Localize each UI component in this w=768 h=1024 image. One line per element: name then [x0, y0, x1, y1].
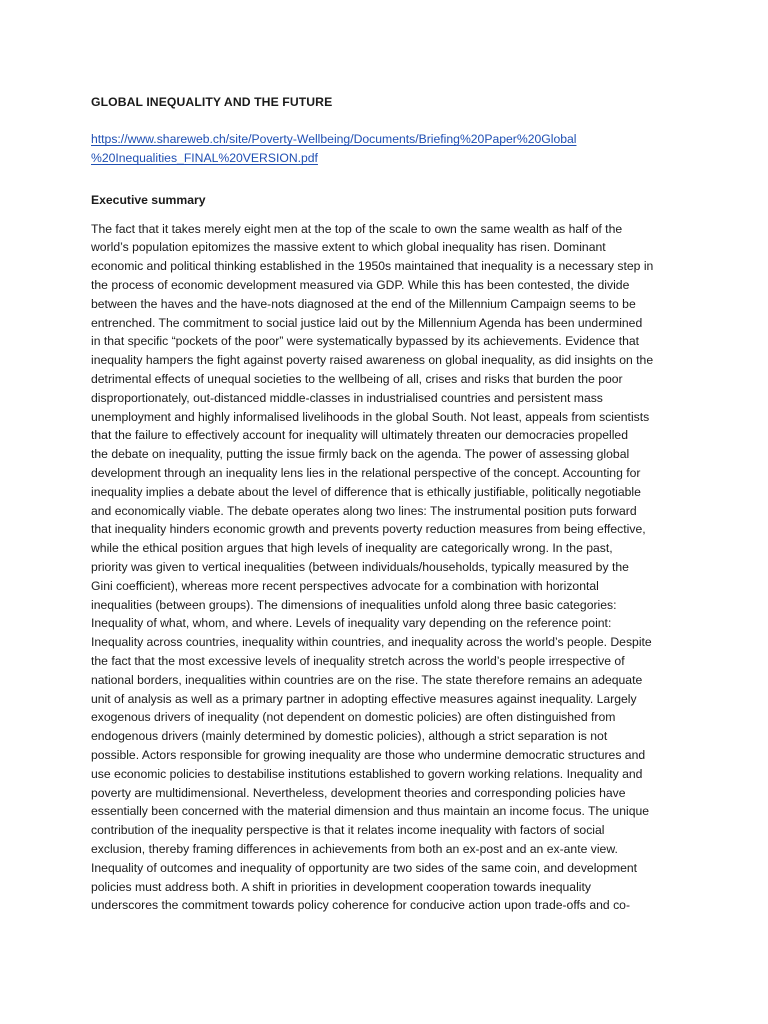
body-text-line: and economically viable. The debate operates along two lines: The instrumental position puts forward	[91, 503, 637, 518]
body-text-line: detrimental effects of unequal societies to the wellbeing of all, crises and risks that burden the poor	[91, 372, 623, 387]
body-text-line: policies must address both. A shift in priorities in development cooperation towards inequality	[91, 879, 591, 894]
body-text-line: contribution of the inequality perspective is that it relates income inequality with factors of social	[91, 823, 605, 838]
section-heading: Executive summary	[91, 192, 206, 207]
body-text-line: inequalities (between groups). The dimensions of inequalities unfold along three basic categories:	[91, 597, 617, 612]
body-text-line: that inequality hinders economic growth and prevents poverty reduction measures from being effective,	[91, 522, 646, 537]
document-title: GLOBAL INEQUALITY AND THE FUTURE	[91, 95, 333, 109]
body-text-line: essentially been concerned with the material dimension and thus maintain an income focus. The unique	[91, 804, 650, 819]
body-text-line: the fact that the most excessive levels of inequality stretch across the world’s people irrespective of	[91, 654, 625, 669]
body-text-line: inequality hampers the fight against poverty raised awareness on global inequality, as did insights on the	[91, 353, 654, 368]
body-text-line: entrenched. The commitment to social justice laid out by the Millennium Agenda has been undermined	[91, 315, 643, 330]
source-link-line[interactable]: https://www.shareweb.ch/site/Poverty-Wellbeing/Documents/Briefing%20Paper%20Global	[91, 132, 577, 147]
body-text-line: priority was given to vertical inequalities (between individuals/households, typically measured by the	[91, 560, 629, 575]
document-content	[91, 93, 691, 915]
body-text-line: endogenous drivers (mainly determined by domestic policies), although a strict separation is not	[91, 729, 608, 744]
body-text-line: unit of analysis as well as a primary partner in adopting effective measures against inequality. Largely	[91, 691, 637, 706]
body-text-line: while the ethical position argues that high levels of inequality are categorically wrong. In the past,	[91, 541, 613, 556]
source-link[interactable]	[91, 130, 691, 168]
body-text-line: poverty are multidimensional. Nevertheless, development theories and corresponding policies have	[91, 785, 626, 800]
body-text-line: exogenous drivers of inequality (not dependent on domestic policies) are often distinguished from	[91, 710, 616, 725]
body-text-line: development through an inequality lens lies in the relational perspective of the concept. Accounting for	[91, 466, 641, 481]
body-text-line: disproportionately, out-distanced middle-classes in industrialised countries and persistent mass	[91, 390, 603, 405]
body-text-line: underscores the commitment towards policy coherence for conducive action upon trade-offs and co-	[91, 898, 631, 913]
body-text-line: Inequality of what, whom, and where. Levels of inequality vary depending on the reference point:	[91, 616, 612, 631]
body-text-line: inequality implies a debate about the level of difference that is ethically justifiable, politically negotiable	[91, 484, 641, 499]
body-paragraph	[91, 220, 691, 915]
body-text-line: possible. Actors responsible for growing inequality are those who undermine democratic structures and	[91, 748, 646, 762]
body-text-line: that the failure to effectively account for inequality will ultimately threaten our democracies propelled	[91, 428, 628, 443]
body-text-line: the process of economic development measured via GDP. While this has been contested, the divide	[91, 278, 630, 293]
body-text-line: economic and political thinking established in the 1950s maintained that inequality is a necessary step in	[91, 259, 654, 274]
body-text-line: world’s population epitomizes the massive extent to which global inequality has risen. Dominant	[91, 240, 606, 255]
source-link-line[interactable]: %20Inequalities_FINAL%20VERSION.pdf	[91, 151, 318, 166]
body-text-line: The fact that it takes merely eight men at the top of the scale to own the same wealth as half of the	[91, 221, 623, 236]
body-text-line: Inequality of outcomes and inequality of opportunity are two sides of the same coin, and development	[91, 860, 638, 875]
body-text-line: national borders, inequalities within countries are on the rise. The state therefore remains an adequate	[91, 672, 643, 687]
body-text-line: Inequality across countries, inequality within countries, and inequality across the world’s people. Despite	[91, 635, 652, 650]
body-text-line: between the haves and the have-nots diagnosed at the end of the Millennium Campaign seems to be	[91, 296, 636, 311]
body-text-line: Gini coefficient), whereas more recent perspectives advocate for a combination with horizontal	[91, 578, 599, 593]
body-text-line: unemployment and highly informalised livelihoods in the global South. Not least, appeals from scientists	[91, 409, 650, 424]
body-text-line: use economic policies to destabilise institutions established to govern working relations. Inequality and	[91, 766, 643, 781]
body-text-line: exclusion, thereby framing differences in achievements from both an ex-post and an ex-ante view.	[91, 841, 618, 856]
body-text-line: the debate on inequality, putting the issue firmly back on the agenda. The power of assessing global	[91, 447, 630, 462]
body-text-line: in that specific “pockets of the poor” were systematically bypassed by its achievements. Evidence that	[91, 334, 640, 349]
